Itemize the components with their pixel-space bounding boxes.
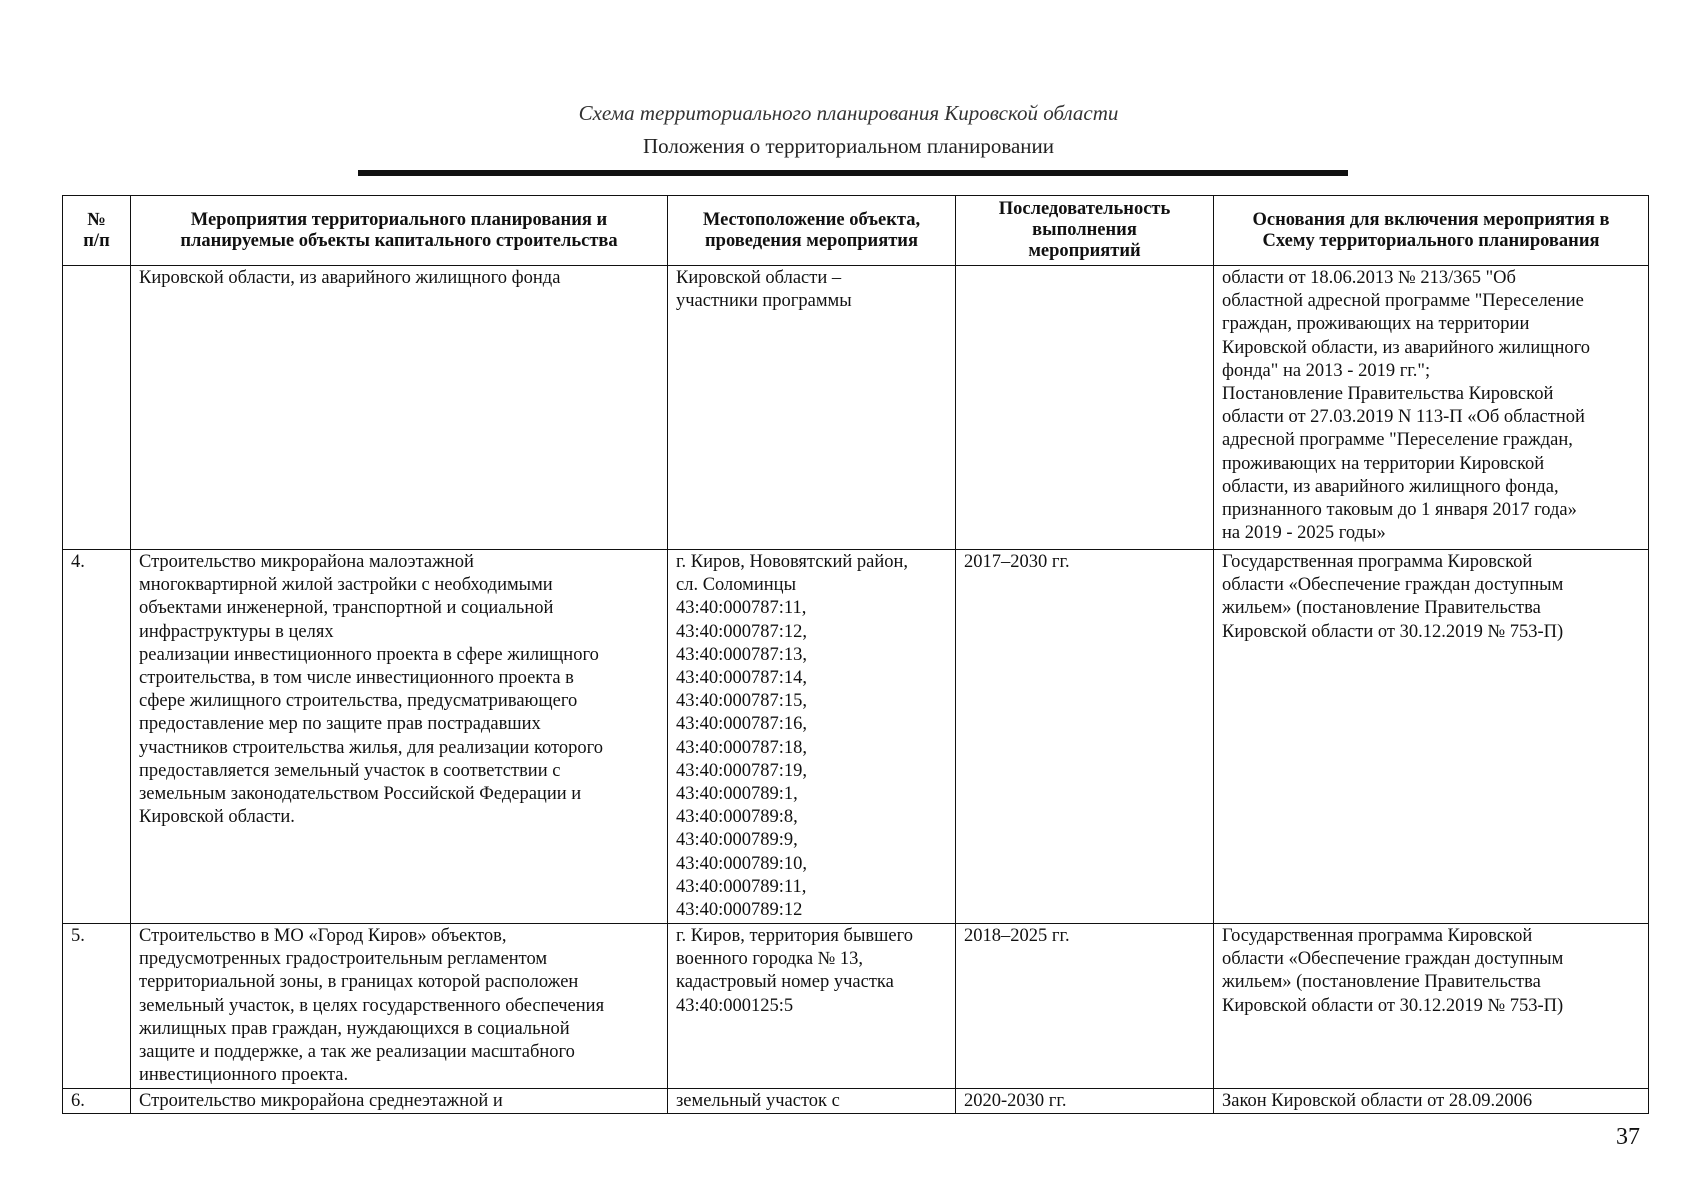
table-row [63,924,1649,1089]
row-number: 4. [63,550,131,924]
row-location: Кировской области – участники программы [668,266,956,550]
table-row [63,550,1649,924]
row-activity: Строительство микрорайона среднеэтажной и [131,1089,668,1114]
row-number: 6. [63,1089,131,1114]
row-basis: Закон Кировской области от 28.09.2006 [1214,1089,1649,1114]
row-sequence: 2018–2025 гг. [956,924,1214,1089]
row-sequence [956,266,1214,550]
row-number [63,266,131,550]
row-basis: Государственная программа Кировской области «Обеспечение граждан доступным жильем» (постановление Правительства Кировской области от 30.12.2019 № 753-П) [1214,550,1649,924]
row-activity: Строительство в МО «Город Киров» объектов, предусмотренных градостроительным регламентом территориальной зоны, в границах которой расположен земельный участок, в целях государственного обеспечения жилищных прав граждан, нуждающихся в социальной защите и поддержке, а так же реализации масштабного инвестиционного проекта. [131,924,668,1089]
row-sequence: 2020-2030 гг. [956,1089,1214,1114]
row-activity: Кировской области, из аварийного жилищного фонда [131,266,668,550]
row-sequence: 2017–2030 гг. [956,550,1214,924]
column-header-sequence: Последовательность выполнения мероприятий [956,196,1214,266]
header-divider [358,170,1348,176]
row-location: г. Киров, территория бывшего военного городка № 13, кадастровый номер участка 43:40:000125:5 [668,924,956,1089]
column-header-number: № п/п [63,196,131,266]
row-activity: Строительство микрорайона малоэтажной многоквартирной жилой застройки с необходимыми объектами инженерной, транспортной и социальной инфраструктуры в целях реализации инвестиционного проекта в сфере жилищного строительства, в том числе инвестиционного проекта в сфере жилищного строительства, предусматривающего предоставление мер по защите прав пострадавших участников строительства жилья, для реализации которого предоставляется земельный участок в соответствии с земельным законодательством Российской Федерации и Кировской области. [131,550,668,924]
table-header-row [63,196,1649,266]
row-basis: области от 18.06.2013 № 213/365 "Об областной адресной программе "Переселение граждан, проживающих на территории Кировской области, из аварийного жилищного фонда" на 2013 - 2019 гг."; Постановление Правительства Кировской области от 27.03.2019 N 113-П «Об областной адресной программе "Переселение граждан, проживающих на территории Кировской области, из аварийного жилищного фонда, признанного таковым до 1 января 2017 года» на 2019 - 2025 годы» [1214,266,1649,550]
document-title: Схема территориального планирования Кировской области [578,101,1119,125]
row-basis: Государственная программа Кировской области «Обеспечение граждан доступным жильем» (постановление Правительства Кировской области от 30.12.2019 № 753-П) [1214,924,1649,1089]
row-location: г. Киров, Нововятский район, сл. Соломинцы 43:40:000787:11, 43:40:000787:12, 43:40:000787:13, 43:40:000787:14, 43:40:000787:15, 43:40:000787:16, 43:40:000787:18, 43:40:000787:19, 43:40:000789:1, 43:40:000789:8, 43:40:000789:9, 43:40:000789:10, 43:40:000789:11, 43:40:000789:12 [668,550,956,924]
row-number: 5. [63,924,131,1089]
column-header-basis: Основания для включения мероприятия в Схему территориального планирования [1214,196,1649,266]
column-header-activity: Мероприятия территориального планирования и планируемые объекты капитального строительства [131,196,668,266]
column-header-location: Местоположение объекта, проведения мероприятия [668,196,956,266]
table-row [63,266,1649,550]
planning-table [62,195,1649,1114]
document-subtitle: Положения о территориальном планировании [642,134,1055,158]
page-number: 37 [1616,1124,1640,1150]
row-location: земельный участок с [668,1089,956,1114]
table-row [63,1089,1649,1114]
